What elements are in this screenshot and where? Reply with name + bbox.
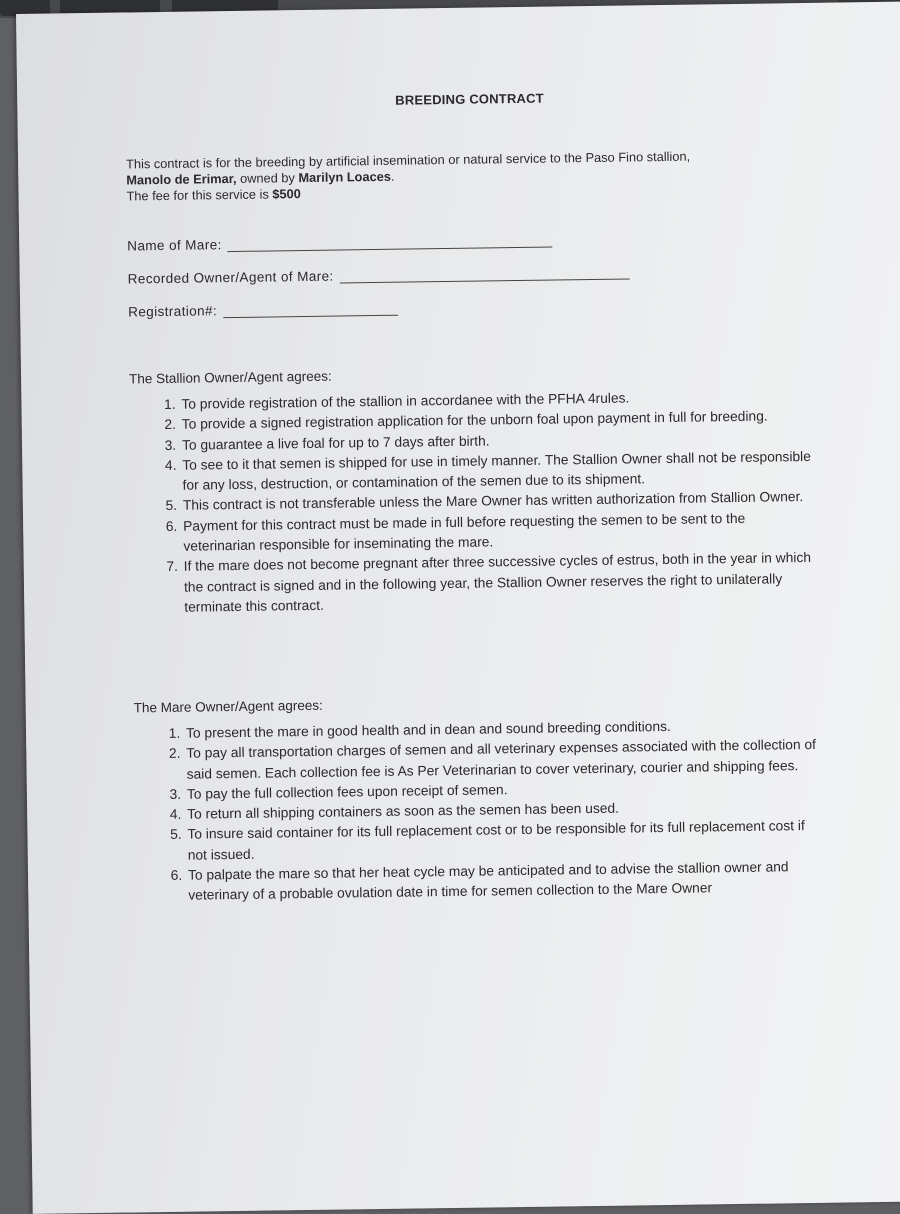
document-title: BREEDING CONTRACT — [395, 90, 544, 108]
intro-paragraph — [126, 147, 827, 205]
registration-blank[interactable] — [223, 301, 398, 318]
stallion-section-heading: The Stallion Owner/Agent agrees: — [129, 368, 332, 387]
stallion-name: Manolo de Erimar, — [126, 170, 237, 188]
list-item: 6. Payment for this contract must be made in full before requesting the semen to be sent to the veterinarian responsible for inseminating the mare. — [181, 508, 822, 558]
list-item: 3. To pay the full collection fees upon receipt of semen. — [185, 776, 825, 805]
list-item: 4. To return all shipping containers as soon as the semen has been used. — [185, 796, 825, 825]
contract-page — [16, 1, 900, 1213]
intro-line-1: This contract is for the breeding by artificial insemination or natural service to the Paso Fino stallion, — [126, 148, 691, 172]
stallion-obligations-list — [155, 386, 822, 619]
intro-period: . — [390, 168, 395, 184]
list-item: 3. To guarantee a live foal for up to 7 days after birth. — [180, 426, 820, 455]
owner-name: Marilyn Loaces — [298, 168, 392, 186]
mare-name-blank[interactable] — [228, 233, 553, 253]
list-item: 5. This contract is not transferable unless the Mare Owner has written authorization from Stallion Owner. — [181, 487, 821, 516]
fee-label: The fee for this service is — [126, 186, 273, 204]
mare-section-heading: The Mare Owner/Agent agrees: — [133, 697, 323, 716]
document-body — [125, 86, 865, 904]
list-item: 2. To provide a signed registration application for the unborn foal upon payment in full for breeding. — [180, 406, 820, 435]
list-item: 1. To provide registration of the stallion in accordanee with the PFHA 4rules. — [179, 386, 819, 415]
registration-field — [128, 301, 398, 320]
list-item: 6. To palpate the mare so that her heat cycle may be anticipated and to advise the stallion owner and veterinary of a probable ovulation date in time for semen collection to the Mare Owner — [186, 857, 827, 907]
mare-name-label: Name of Mare: — [127, 237, 222, 254]
list-item: 7. If the mare does not become pregnant after three successive cycles of estrus, both in the year in which the contract is signed and in the following year, the Stallion Owner reserves the right to unilaterally terminate this contract. — [182, 548, 823, 618]
list-item: 5. To insure said container for its full replacement cost or to be responsible for its full replacement cost if not issued. — [185, 816, 826, 866]
fee-amount: $500 — [272, 186, 301, 202]
recorded-owner-label: Recorded Owner/Agent of Mare: — [127, 268, 334, 287]
list-item: 4. To see to it that semen is shipped for use in timely manner. The Stallion Owner shall not be responsible for any loss, destruction, or contamination of the semen due to its shipment. — [180, 447, 821, 497]
registration-label: Registration#: — [128, 303, 218, 320]
owned-by-text: owned by — [236, 170, 299, 186]
recorded-owner-blank[interactable] — [340, 264, 630, 283]
list-item: 1. To present the mare in good health and in dean and sound breeding conditions. — [184, 715, 824, 744]
mare-name-field — [127, 233, 553, 254]
recorded-owner-field — [128, 264, 630, 286]
mare-obligations-list — [160, 715, 826, 907]
list-item: 2. To pay all transportation charges of semen and all veterinary expenses associated with the collection of said semen. Each collection fee is As Per Veterinarian to cover veterinary, courier and shipping fees. — [184, 735, 825, 785]
